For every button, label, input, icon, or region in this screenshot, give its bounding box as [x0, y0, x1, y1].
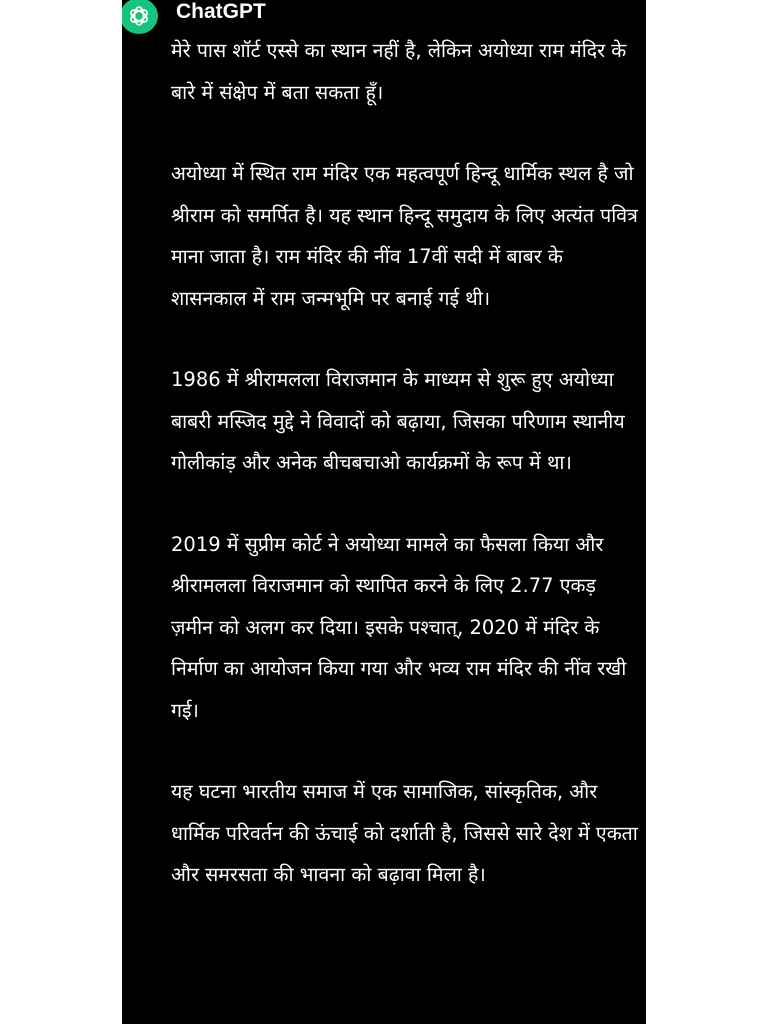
assistant-message — [171, 30, 641, 936]
message-paragraph: 2019 में सुप्रीम कोर्ट ने अयोध्या मामले का फैसला किया और श्रीरामलला विराजमान को स्थापित करने के लिए 2.77 एकड़ ज़मीन को अलग कर दिया। इसके पश्चात्, 2020 में मंदिर के निर्माण का आयोजन किया गया और भव्य राम मंदिर की नींव रखी गई। — [171, 532, 627, 722]
chat-panel — [122, 0, 646, 1024]
chatgpt-avatar — [122, 0, 158, 34]
message-paragraph: अयोध्या में स्थित राम मंदिर एक महत्वपूर्ण हिन्दू धार्मिक स्थल है जो श्रीराम को समर्पित है। यह स्थान हिन्दू समुदाय के लिए अत्यंत पवित्र माना जाता है। राम मंदिर की नींव 17वीं सदी में बाबर के शासनकाल में राम जन्मभूमि पर बनाई गई थी। — [171, 162, 638, 310]
message-paragraph: यह घटना भारतीय समाज में एक सामाजिक, सांस्कृतिक, और धार्मिक परिवर्तन की ऊंचाई को दर्शाती है, जिससे सारे देश में एकता और समरसता की भावना को बढ़ावा मिला है। — [171, 780, 638, 886]
sender-name: ChatGPT — [176, 0, 266, 23]
message-paragraph: 1986 में श्रीरामलला विराजमान के माध्यम से शुरू हुए अयोध्या बाबरी मस्जिद मुद्दे ने विवादों को बढ़ाया, जिसका परिणाम स्थानीय गोलीकांड़ और अनेक बीचबचाओ कार्यक्रमों के रूप में था। — [171, 368, 625, 474]
message-header — [122, 0, 646, 32]
message-paragraph: मेरे पास शॉर्ट एस्से का स्थान नहीं है, लेकिन अयोध्या राम मंदिर के बारे में संक्षेप में बता सकता हूँ। — [171, 39, 627, 104]
openai-logo-icon — [126, 3, 152, 29]
